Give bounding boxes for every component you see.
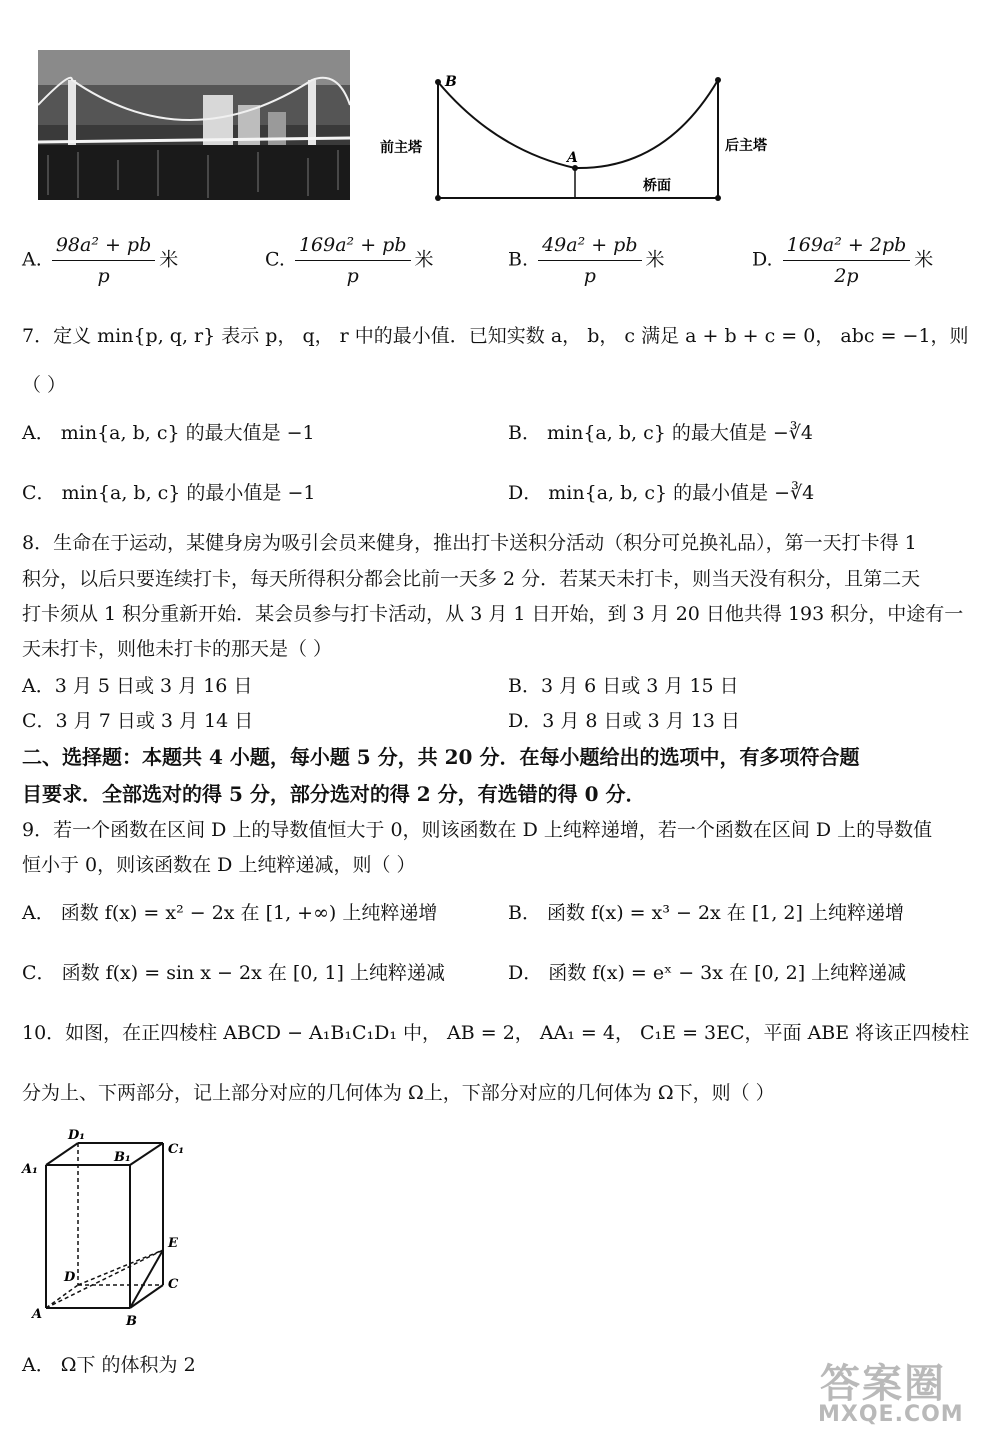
q9-option-a: A． 函数 f(x) = x² − 2x 在 [1, +∞) 上纯粹递增 bbox=[22, 902, 438, 924]
q9-option-b: B． 函数 f(x) = x³ − 2x 在 [1, 2] 上纯粹递增 bbox=[508, 902, 904, 924]
q6-option-d: D. $\frac{\text{169a² + 2pb}}{2p}$ 米 bbox=[752, 234, 934, 287]
q6-option-a: A. $\frac{\text{98a² + pb}}{p}$ 米 bbox=[22, 234, 179, 287]
q9-option-c: C． 函数 f(x) = sin x − 2x 在 [0, 1] 上纯粹递减 bbox=[22, 962, 446, 984]
label-back-tower: 后主塔 bbox=[725, 138, 767, 154]
edge-ad-hidden bbox=[46, 1285, 78, 1308]
q9-line-1: 9．若一个函数在区间 D 上的导数值恒大于 0，则该函数在 D 上纯粹递增，若一个函数在区间 D 上的导数值 bbox=[22, 819, 933, 841]
q8-option-d: D．3 月 8 日或 3 月 13 日 bbox=[508, 710, 740, 732]
q8-line-3: 打卡须从 1 积分重新开始．某会员参与打卡活动，从 3 月 1 日开始，到 3 月 20 日他共得 193 积分，中途有一 bbox=[22, 603, 964, 625]
edge-de-hidden bbox=[78, 1250, 163, 1285]
section2-heading-line-1: 二、选择题：本题共 4 小题，每小题 5 分，共 20 分．在每小题给出的选项中，有多项符合题 bbox=[22, 745, 860, 769]
q9-option-d: D． 函数 f(x) = eˣ − 3x 在 [0, 2] 上纯粹递减 bbox=[508, 962, 907, 984]
q8-line-4: 天未打卡，则他未打卡的那天是（ ） bbox=[22, 638, 333, 660]
q6-option-c: C. $\frac{\text{169a² + pb}}{p}$ 米 bbox=[265, 234, 434, 287]
edge-be bbox=[130, 1250, 163, 1308]
label-a: A bbox=[32, 1307, 43, 1322]
q8-line-2: 积分，以后只要连续打卡，每天所得积分都会比前一天多 2 分．若某天未打卡，则当天没有积分，且第二天 bbox=[22, 568, 921, 590]
q7-option-d: D． min{a, b, c} 的最小值是 −∛4 bbox=[508, 482, 815, 504]
q6-option-b: B. $\frac{\text{49a² + pb}}{p}$ 米 bbox=[508, 234, 665, 287]
point-b bbox=[435, 79, 441, 85]
bridge-photo-art bbox=[38, 50, 350, 200]
section2-heading-line-2: 目要求．全部选对的得 5 分，部分选对的得 2 分，有选错的得 0 分． bbox=[22, 782, 646, 806]
edge-b1c1 bbox=[130, 1143, 163, 1165]
label-d1: D₁ bbox=[68, 1128, 85, 1143]
label-a: A bbox=[567, 150, 578, 166]
bridge-photo bbox=[38, 50, 350, 200]
q7-option-a: A． min{a, b, c} 的最大值是 −1 bbox=[22, 422, 315, 444]
back-base-point bbox=[715, 195, 721, 201]
edge-a1d1 bbox=[46, 1143, 78, 1165]
label-b1: B₁ bbox=[114, 1150, 131, 1165]
prism-diagram bbox=[18, 1125, 193, 1330]
q8-option-a: A．3 月 5 日或 3 月 16 日 bbox=[22, 675, 253, 697]
q7-option-c: C． min{a, b, c} 的最小值是 −1 bbox=[22, 482, 316, 504]
q10-option-a: A． Ω下 的体积为 2 bbox=[22, 1354, 196, 1376]
label-c: C bbox=[168, 1277, 179, 1292]
back-top-point bbox=[715, 77, 721, 83]
watermark-brand: 答案圈 bbox=[820, 1361, 946, 1407]
q8-option-c: C．3 月 7 日或 3 月 14 日 bbox=[22, 710, 254, 732]
bridge-diagram bbox=[375, 70, 795, 210]
label-c1: C₁ bbox=[168, 1142, 185, 1157]
label-e: E bbox=[168, 1236, 178, 1251]
label-b: B bbox=[445, 74, 457, 90]
label-front-tower: 前主塔 bbox=[380, 140, 422, 156]
q9-line-2: 恒小于 0，则该函数在 D 上纯粹递减，则（ ） bbox=[22, 854, 416, 876]
q8-option-b: B．3 月 6 日或 3 月 15 日 bbox=[508, 675, 739, 697]
cable-curve bbox=[438, 80, 718, 168]
watermark-site: MXQE.COM bbox=[818, 1402, 964, 1427]
q8-line-1: 8．生命在于运动，某健身房为吸引会员来健身，推出打卡送积分活动（积分可兑换礼品），第一天打卡得 1 bbox=[22, 532, 917, 554]
q7-stem: 7．定义 min{p, q, r} 表示 p， q， r 中的最小值．已知实数 a， b， c 满足 a + b + c = 0， abc = −1，则 bbox=[22, 325, 969, 347]
front-base-point bbox=[435, 195, 441, 201]
label-a1: A₁ bbox=[22, 1162, 38, 1177]
q10-line-2: 分为上、下两部分，记上部分对应的几何体为 Ω上，下部分对应的几何体为 Ω下，则（ ） bbox=[22, 1082, 775, 1104]
edge-bc bbox=[130, 1285, 163, 1308]
label-d: D bbox=[64, 1270, 76, 1285]
q10-line-1: 10．如图，在正四棱柱 ABCD − A₁B₁C₁D₁ 中， AB = 2， AA₁ = 4， C₁E = 3EC，平面 ABE 将该正四棱柱 bbox=[22, 1022, 970, 1044]
q7-option-b: B． min{a, b, c} 的最大值是 −∛4 bbox=[508, 422, 813, 444]
label-deck: 桥面 bbox=[643, 178, 671, 194]
label-b: B bbox=[126, 1314, 137, 1329]
q7-blank: （ ） bbox=[22, 374, 67, 396]
